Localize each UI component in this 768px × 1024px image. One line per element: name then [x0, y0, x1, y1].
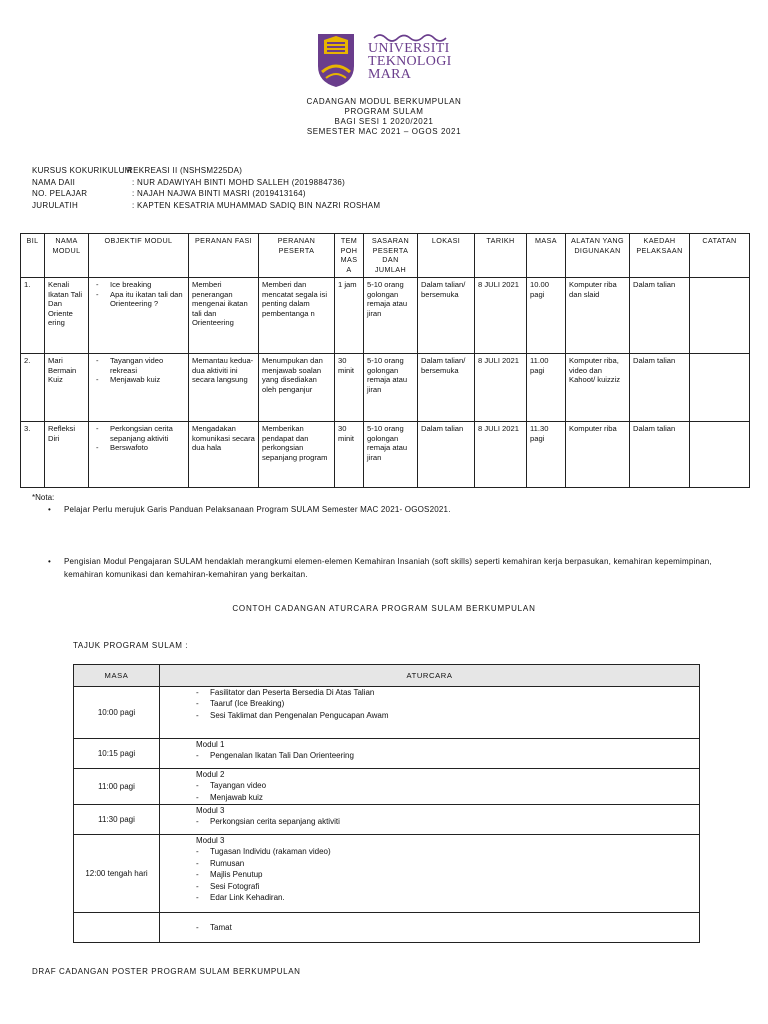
note-bullet: • Pengisian Modul Pengajaran SULAM hendaklah merangkumi elemen-elemen Kemahiran Insaniah (soft skills) seperti kemahiran kerja berpasukan, kemahiran kepemimpinan, kemahiran komunikasi dan kemahiran-kemahiran yang berkaitan.: [48, 557, 712, 579]
list-item: - Pengenalan Ikatan Tali Dan Orienteering: [196, 750, 699, 761]
list-item: - Majlis Penutup: [196, 869, 699, 880]
col-header: TARIKH: [475, 234, 527, 278]
table-row: 2. Mari Bermain Kuiz - Tayangan video rekreasi - Menjawab kuiz Memantau kedua-dua aktiviti ini secara langsung Menumpukan dan menjawab soalan yang disediakan oleh penganjur 30 minit 5-10 orang golongan remaja atau jiran Dalam talian/ bersemuka 8 JULI 2021 11.00 pagi Komputer riba, video dan Kahoot/ kuizziz Dalam talian: [21, 354, 750, 422]
uitm-logo: [316, 30, 452, 90]
list-item: - Tayangan video: [196, 780, 699, 791]
schedule-title: CONTOH CADANGAN ATURCARA PROGRAM SULAM BERKUMPULAN: [232, 604, 536, 613]
col-header: PERANAN PESERTA: [259, 234, 335, 278]
col-header: OBJEKTIF MODUL: [89, 234, 189, 278]
table-row: 10:15 pagi Modul 1 - Pengenalan Ikatan Tali Dan Orienteering: [74, 739, 700, 769]
col-header: KAEDAH PELAKSAAN: [630, 234, 690, 278]
poster-draft-title: DRAF CADANGAN POSTER PROGRAM SULAM BERKUMPULAN: [32, 967, 301, 976]
table-row: 10:00 pagi - Fasilitator dan Peserta Bersedia Di Atas Talian - Taaruf (Ice Breaking) - Sesi Taklimat dan Pengenalan Pengucapan Awam: [74, 687, 700, 739]
bullet-icon: •: [48, 557, 52, 566]
list-item: - Perkongsian cerita sepanjang aktiviti: [196, 816, 699, 827]
program-title-label: TAJUK PROGRAM SULAM :: [73, 641, 189, 650]
list-item: - Ice breaking: [96, 280, 185, 290]
nota-label: *Nota:: [32, 493, 55, 502]
col-header: SASARAN PESERTA DAN JUMLAH: [364, 234, 418, 278]
table-row: 12:00 tengah hari Modul 3 - Tugasan Individu (rakaman video) - Rumusan - Majlis Penutup - Sesi Fotografi - Edar Link Kehadiran.: [74, 835, 700, 913]
table-row: 11:00 pagi Modul 2 - Tayangan video - Menjawab kuiz: [74, 769, 700, 805]
col-header: ATURCARA: [160, 665, 700, 687]
table-row: 11:30 pagi Modul 3 - Perkongsian cerita sepanjang aktiviti: [74, 805, 700, 835]
list-item: - Sesi Fotografi: [196, 881, 699, 892]
list-item: - Menjawab kuiz: [196, 792, 699, 803]
col-header: BIL: [21, 234, 45, 278]
uitm-crest-icon: [316, 32, 356, 88]
table-row: 3. Refleksi Diri - Perkongsian cerita sepanjang aktiviti - Berswafoto Mengadakan komunikasi secara dua hala Memberikan pendapat dan perkongsian sepanjang program 30 minit 5-10 orang golongan remaja atau jiran Dalam talian 8 JULI 2021 11.30 pagi Komputer riba Dalam talian: [21, 422, 750, 488]
list-item: - Perkongsian cerita sepanjang aktiviti: [96, 424, 185, 443]
list-item: - Sesi Taklimat dan Pengenalan Pengucapan Awam: [196, 710, 699, 721]
note-bullet: • Pelajar Perlu merujuk Garis Panduan Pelaksanaan Program SULAM Semester MAC 2021- OGOS2021.: [64, 504, 744, 517]
col-header: CATATAN: [690, 234, 750, 278]
list-item: - Menjawab kuiz: [96, 375, 185, 385]
col-header: ALATAN YANG DIGUNAKAN: [566, 234, 630, 278]
table-header-row: [74, 665, 700, 687]
schedule-table: [73, 664, 700, 943]
list-item: - Apa itu ikatan tali dan Orienteering ?: [96, 290, 185, 309]
table-row: 1. Kenali Ikatan Tali Dan Oriente ering - Ice breaking - Apa itu ikatan tali dan Orienteering ? Memberi penerangan mengenai ikatan tali dan Orienteering Memberi dan mencatat segala isi penting dalam pembentanga n 1 jam 5-10 orang golongan remaja atau jiran Dalam talian/ bersemuka 8 JULI 2021 10.00 pagi Komputer riba dan slaid Dalam talian: [21, 278, 750, 354]
document-heading: CADANGAN MODUL BERKUMPULAN PROGRAM SULAM BAGI SESI 1 2020/2021 SEMESTER MAC 2021 – OGOS 2021: [306, 97, 462, 136]
col-header: LOKASI: [418, 234, 475, 278]
table-row: [74, 913, 700, 943]
list-item: - Berswafoto: [96, 443, 185, 453]
university-name: UNIVERSITI TEKNOLOGI MARA: [368, 41, 452, 82]
list-item: - Fasilitator dan Peserta Bersedia Di Atas Talian: [196, 687, 699, 698]
col-header: TEM POH MAS A: [335, 234, 364, 278]
list-item: - Edar Link Kehadiran.: [196, 892, 699, 903]
col-header: NAMA MODUL: [45, 234, 89, 278]
module-table: [20, 233, 750, 488]
col-header: MASA: [74, 665, 160, 687]
list-item: - Rumusan: [196, 858, 699, 869]
list-item: - Taaruf (Ice Breaking): [196, 698, 699, 709]
col-header: MASA: [527, 234, 566, 278]
list-item: - Tugasan Individu (rakaman video): [196, 846, 699, 857]
col-header: PERANAN FASI: [189, 234, 259, 278]
table-header-row: [21, 234, 750, 278]
list-item: - Tayangan video rekreasi: [96, 356, 185, 375]
list-item: - Tamat: [196, 922, 699, 933]
bullet-icon: •: [48, 505, 52, 514]
